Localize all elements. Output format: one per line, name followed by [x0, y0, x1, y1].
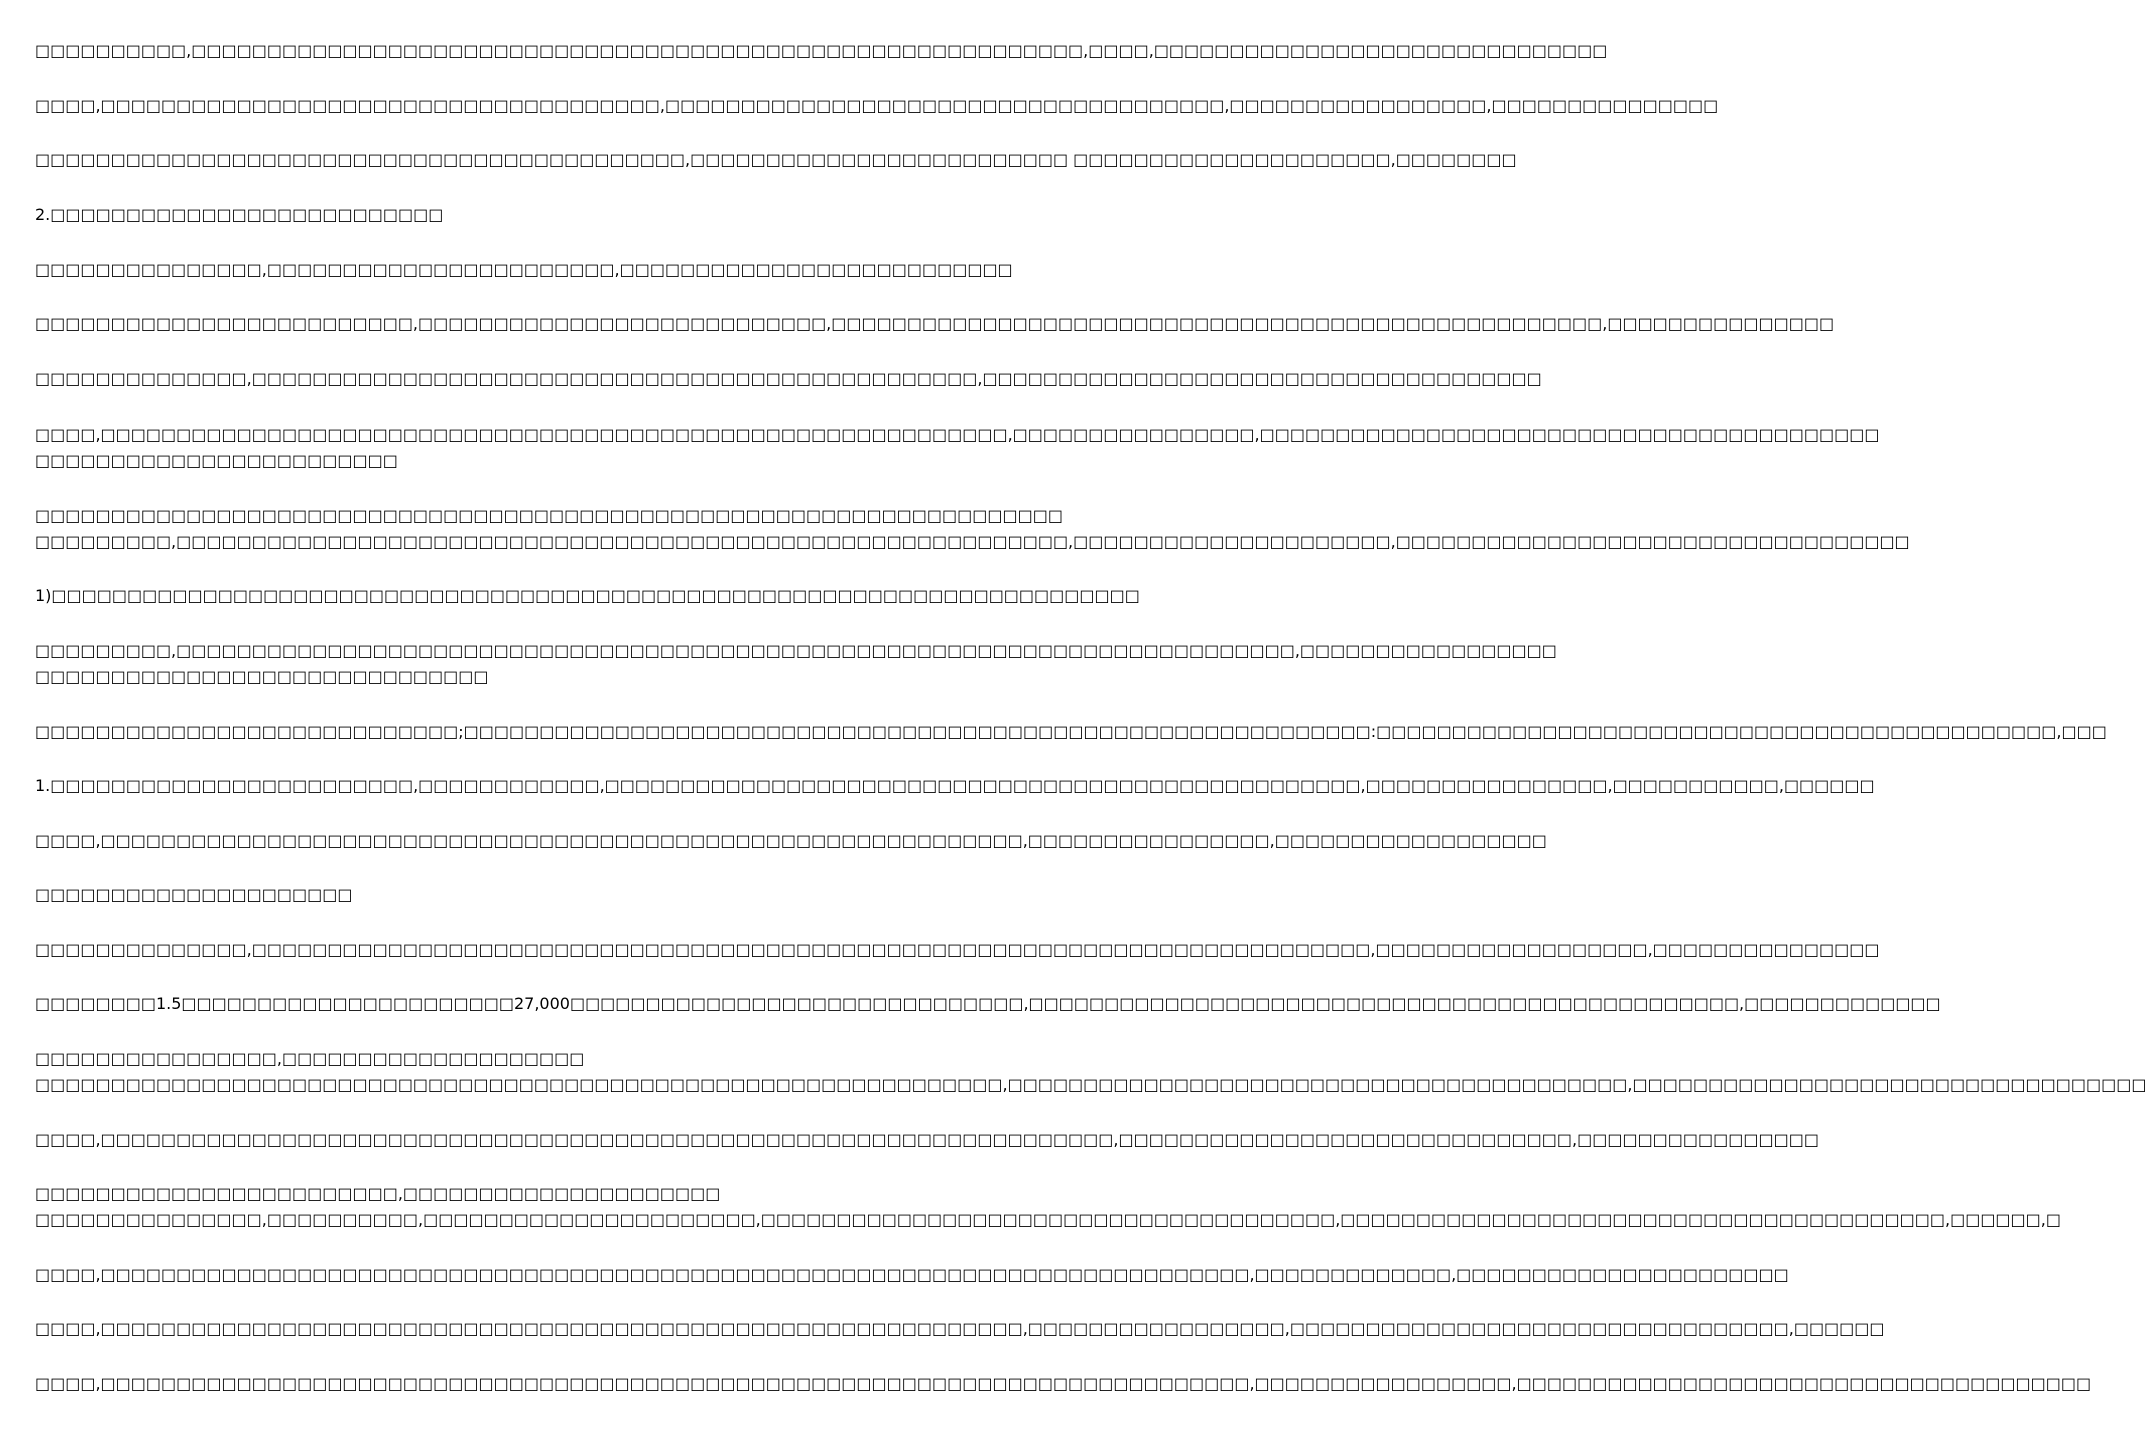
text-line-1: □□□□□□□□□□,□□□□□□□□□□□□□□□□□□□□□□□□□□□□□□□□□□□□□□□□□□□□□□□□□□□□□□□□□□□,□□□□,□□□□□□□□□□□□□□□□□□□□□□□□□□□□□□: [35, 41, 1608, 60]
text-line-27: □□□□,□□□□□□□□□□□□□□□□□□□□□□□□□□□□□□□□□□□□□□□□□□□□□□□□□□□□□□□□□□□□□,□□□□□□□□□□□□□□□□□,□□□□□□□□□□□□□□□□□□□□□□□□□□□□□□□□□,□□□□□□: [35, 1319, 1885, 1338]
text-line-2: □□□□,□□□□□□□□□□□□□□□□□□□□□□□□□□□□□□□□□□□□□,□□□□□□□□□□□□□□□□□□□□□□□□□□□□□□□□□□□□□,□□□□□□□□□□□□□□□□□,□□□□□□□□□□□□□□□: [35, 96, 1719, 115]
text-line-26: □□□□,□□□□□□□□□□□□□□□□□□□□□□□□□□□□□□□□□□□□□□□□□□□□□□□□□□□□□□□□□□□□□□□□□□□□□□□□□□□□,□□□□□□□□□□□□□,□□□□□□□□□□□□□□□□□□□□□□: [35, 1265, 1789, 1284]
text-line-24: □□□□□□□□□□□□□□□□□□□□□□□□,□□□□□□□□□□□□□□□□□□□□□: [35, 1184, 721, 1203]
text-line-11: □□□□□□□□□,□□□□□□□□□□□□□□□□□□□□□□□□□□□□□□□□□□□□□□□□□□□□□□□□□□□□□□□□□□□,□□□□□□□□□□□□□□□□□□□□□,□□□□□□□□□□□□□□□□□□□□□□□□□□□□□□□□□□: [35, 532, 1910, 551]
text-line-19: □□□□□□□□□□□□□□,□□□□□□□□□□□□□□□□□□□□□□□□□□□□□□□□□□□□□□□□□□□□□□□□□□□□□□□□□□□□□□□□□□□□□□□□□□,□□□□□□□□□□□□□□□□□□,□□□□□□□□□□□□□□□: [35, 940, 1880, 959]
text-line-20: □□□□□□□□1.5□□□□□□□□□□□□□□□□□□□□□□27,000□□□□□□□□□□□□□□□□□□□□□□□□□□□□□□,□□□□□□□□□□□□□□□□□□□□□□□□□□□□□□□□□□□□□□□□□□□□□□□,□□□□□□□□□□□□□: [35, 994, 1941, 1013]
text-line-23: □□□□,□□□□□□□□□□□□□□□□□□□□□□□□□□□□□□□□□□□□□□□□□□□□□□□□□□□□□□□□□□□□□□□□□□□,□□□□□□□□□□□□□□□□□□□□□□□□□□□□□□,□□□□□□□□□□□□□□□□: [35, 1130, 1819, 1149]
text-line-14: □□□□□□□□□□□□□□□□□□□□□□□□□□□□□□: [35, 667, 489, 686]
text-line-3: □□□□□□□□□□□□□□□□□□□□□□□□□□□□□□□□□□□□□□□□□□□,□□□□□□□□□□□□□□□□□□□□□□□□□ □□□□□□□□□□□□□□□□□□□□□,□□□□□□□□: [35, 150, 1517, 169]
text-line-9: □□□□□□□□□□□□□□□□□□□□□□□□: [35, 451, 398, 470]
text-line-15: □□□□□□□□□□□□□□□□□□□□□□□□□□□□;□□□□□□□□□□□□□□□□□□□□□□□□□□□□□□□□□□□□□□□□□□□□□□□□□□□□□□□□□□□□:□□□□□□□□□□□□□□□□□□□□□□□□□□□□□□□□□□□□□□□□□□□□□,□□□: [35, 722, 2107, 741]
text-line-17: □□□□,□□□□□□□□□□□□□□□□□□□□□□□□□□□□□□□□□□□□□□□□□□□□□□□□□□□□□□□□□□□□□,□□□□□□□□□□□□□□□□,□□□□□□□□□□□□□□□□□□: [35, 831, 1547, 850]
text-line-18: □□□□□□□□□□□□□□□□□□□□□: [35, 885, 353, 904]
text-line-5: □□□□□□□□□□□□□□□,□□□□□□□□□□□□□□□□□□□□□□□,□□□□□□□□□□□□□□□□□□□□□□□□□□: [35, 260, 1013, 279]
text-line-8: □□□□,□□□□□□□□□□□□□□□□□□□□□□□□□□□□□□□□□□□□□□□□□□□□□□□□□□□□□□□□□□□□,□□□□□□□□□□□□□□□□,□□□□□□□□□□□□□□□□□□□□□□□□□□□□□□□□□□□□□□□□□: [35, 425, 1880, 444]
text-line-4: 2.□□□□□□□□□□□□□□□□□□□□□□□□□□: [35, 205, 444, 224]
text-line-28: □□□□,□□□□□□□□□□□□□□□□□□□□□□□□□□□□□□□□□□□□□□□□□□□□□□□□□□□□□□□□□□□□□□□□□□□□□□□□□□□□,□□□□□□□□□□□□□□□□□,□□□□□□□□□□□□□□□□□□□□□□□□□□□□□□□□□□□□□□: [35, 1374, 2092, 1393]
text-line-22: □□□□□□□□□□□□□□□□□□□□□□□□□□□□□□□□□□□□□□□□□□□□□□□□□□□□□□□□□□□□□□□□,□□□□□□□□□□□□□□□□□□□□□□□□□□□□□□□□□□□□□□□□□,□□□□□□□□□□□□□□□□□□□□□□□□□□□□□□□□□□: [35, 1075, 2146, 1094]
text-line-7: □□□□□□□□□□□□□□,□□□□□□□□□□□□□□□□□□□□□□□□□□□□□□□□□□□□□□□□□□□□□□□□,□□□□□□□□□□□□□□□□□□□□□□□□□□□□□□□□□□□□□: [35, 369, 1542, 388]
text-line-12: 1)□□□□□□□□□□□□□□□□□□□□□□□□□□□□□□□□□□□□□□□□□□□□□□□□□□□□□□□□□□□□□□□□□□□□□□□□: [35, 586, 1140, 605]
document-page: [35, 0, 2146, 1449]
text-line-6: □□□□□□□□□□□□□□□□□□□□□□□□□,□□□□□□□□□□□□□□□□□□□□□□□□□□□,□□□□□□□□□□□□□□□□□□□□□□□□□□□□□□□□□□□□□□□□□□□□□□□□□□□,□□□□□□□□□□□□□□□: [35, 314, 1835, 333]
text-line-21: □□□□□□□□□□□□□□□□,□□□□□□□□□□□□□□□□□□□□: [35, 1049, 585, 1068]
text-line-10: □□□□□□□□□□□□□□□□□□□□□□□□□□□□□□□□□□□□□□□□□□□□□□□□□□□□□□□□□□□□□□□□□□□□: [35, 506, 1063, 525]
text-line-16: 1.□□□□□□□□□□□□□□□□□□□□□□□□,□□□□□□□□□□□□,□□□□□□□□□□□□□□□□□□□□□□□□□□□□□□□□□□□□□□□□□□□□□□□□□□,□□□□□□□□□□□□□□□□,□□□□□□□□□□□,□□□□□□: [35, 776, 1875, 795]
text-line-13: □□□□□□□□□,□□□□□□□□□□□□□□□□□□□□□□□□□□□□□□□□□□□□□□□□□□□□□□□□□□□□□□□□□□□□□□□□□□□□□□□□□□,□□□□□□□□□□□□□□□□□: [35, 641, 1557, 660]
text-line-25: □□□□□□□□□□□□□□□,□□□□□□□□□□,□□□□□□□□□□□□□□□□□□□□□□,□□□□□□□□□□□□□□□□□□□□□□□□□□□□□□□□□□□□□□,□□□□□□□□□□□□□□□□□□□□□□□□□□□□□□□□□□□□□□□□,□□□□□□,□: [35, 1210, 2061, 1229]
